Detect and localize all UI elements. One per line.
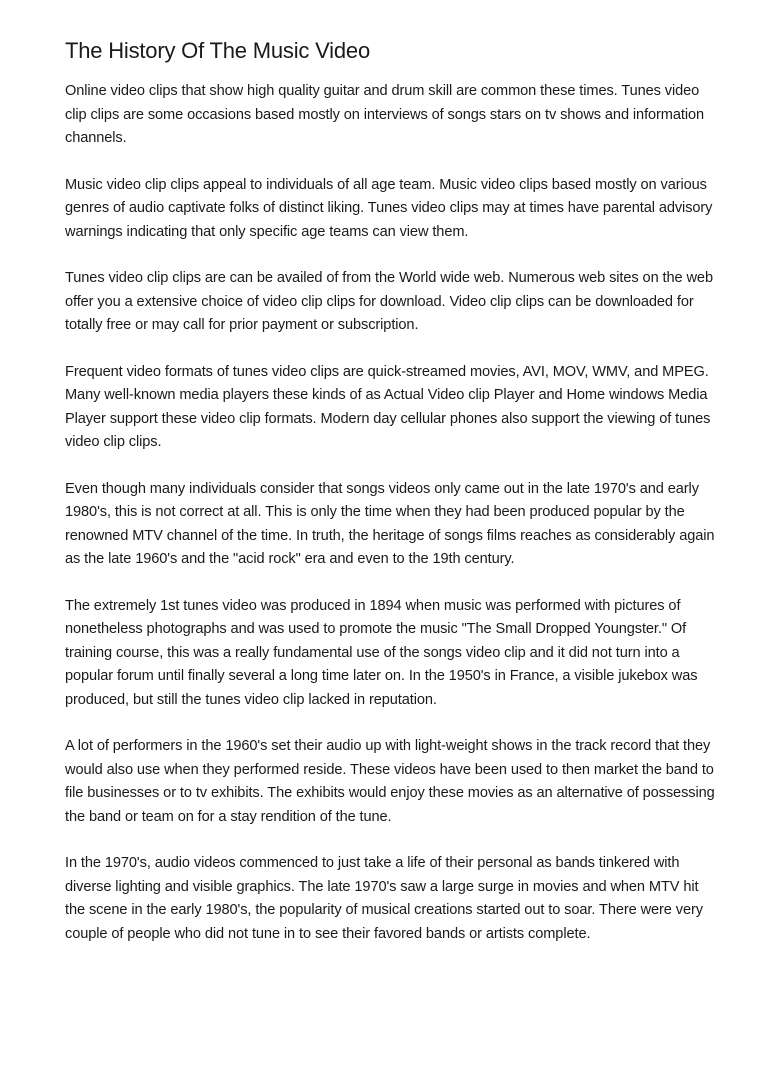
paragraph-6: The extremely 1st tunes video was produced in 1894 when music was performed with pictures of nonetheless photographs and was used to promote the music "The Small Dropped Youngster." Of training course, this was a really fundamental use of the songs video clip and it did not turn into a popular forum until finally several a long time later on. In the 1950's in France, a visible jukebox was produced, but still the tunes video clip lacked in reputation. — [65, 597, 698, 708]
paragraph-8: In the 1970's, audio videos commenced to just take a life of their personal as bands tinkered with diverse lighting and visible graphics. The late 1970's saw a large surge in movies and when MTV hit the scene in the early 1980's, the popularity of musical creations started out to soar. There were very couple of people who did not tune in to see their favored bands or artists complete. — [65, 855, 703, 942]
document-page — [65, 36, 715, 969]
paragraph-7: A lot of performers in the 1960's set their audio up with light-weight shows in the track record that they would also use when they performed reside. These videos have been used to then market the band to file businesses or to tv exhibits. The exhibits would enjoy these movies as an alternative of possessing the band or team on for a stay rendition of the tune. — [65, 738, 715, 825]
paragraph-2: Music video clip clips appeal to individuals of all age team. Music video clips based mostly on various genres of audio captivate folks of distinct liking. Tunes video clips may at times have parental advisory warnings indicating that only specific age teams can view them. — [65, 176, 713, 240]
paragraph-3: Tunes video clip clips are can be availed of from the World wide web. Numerous web sites on the web offer you a extensive choice of video clip clips for download. Video clip clips can be downloaded for totally free or may call for prior payment or subscription. — [65, 270, 713, 333]
paragraph-1: Online video clips that show high quality guitar and drum skill are common these times. Tunes video clip clips are some occasions based mostly on interviews of songs stars on tv shows and information channels. — [65, 83, 705, 146]
paragraph-5: Even though many individuals consider that songs videos only came out in the late 1970's and early 1980's, this is not correct at all. This is only the time when they had been produced popular by the renowned MTV channel of the time. In truth, the heritage of songs films reaches as considerably again as the late 1960's and the "acid rock" era and even to the 19th century. — [65, 480, 715, 567]
document-title: The History Of The Music Video — [65, 38, 370, 63]
paragraph-4: Frequent video formats of tunes video clips are quick-streamed movies, AVI, MOV, WMV, and MPEG. Many well-known media players these kinds of as Actual Video clip Player and Home windows Media Player support these video clip formats. Modern day cellular phones also support the viewing of tunes video clip clips. — [65, 363, 711, 450]
